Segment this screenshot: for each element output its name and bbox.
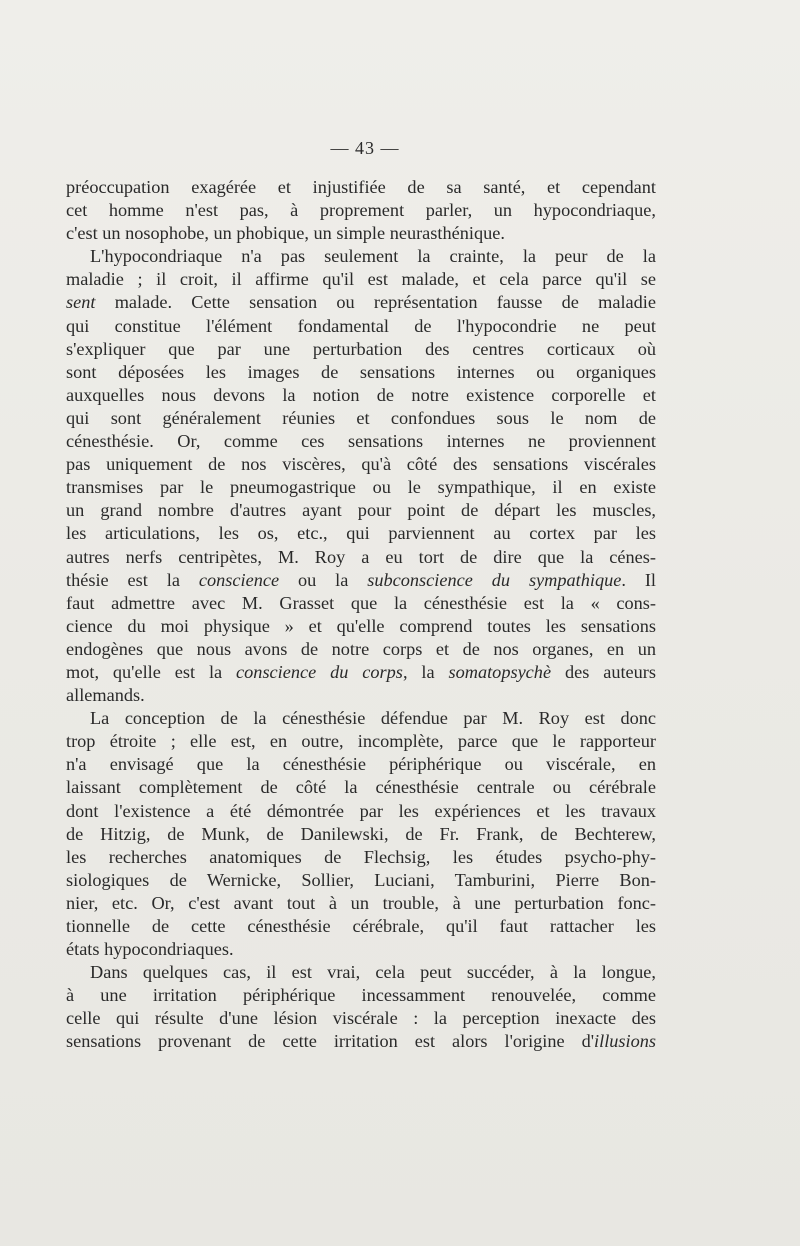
- text-line: cet homme n'est pas, à proprement parler, un hypocondriaque,: [66, 200, 656, 221]
- text-run: thésie est la: [66, 569, 199, 590]
- text-line: dont l'existence a été démontrée par les expériences et les travaux: [66, 800, 656, 821]
- italic-text: sent: [66, 292, 96, 313]
- text-line: états hypocondriaques.: [66, 939, 234, 960]
- text-line: préoccupation exagérée et injustifiée de sa santé, et cependant: [66, 177, 656, 197]
- italic-text: conscience: [198, 569, 280, 590]
- body-text: [66, 176, 656, 1054]
- text-line: maladie ; il croit, il affirme qu'il est malade, et cela parce qu'il se: [66, 269, 656, 290]
- text-line: pas uniquement de nos viscères, qu'à côté des sensations viscérales: [66, 454, 656, 475]
- text-line: tionnelle de cette cénesthésie cérébrale, qu'il faut rattacher les: [66, 916, 656, 936]
- text-line: s'expliquer que par une perturbation des centres corticaux où: [66, 338, 656, 359]
- text-line: [66, 661, 656, 684]
- text-line: cience du moi physique » et qu'elle comprend toutes les sensations: [66, 615, 656, 636]
- italic-text: somatopsychè: [448, 661, 552, 682]
- text-line: autres nerfs centripètes, M. Roy a eu tort de dire que la cénes-: [66, 546, 656, 567]
- text-line: [66, 291, 656, 314]
- text-run: , la: [402, 661, 449, 682]
- text-line: nier, etc. Or, c'est avant tout à un trouble, à une perturbation fonc-: [66, 892, 656, 913]
- text-run: mot, qu'elle est la: [66, 661, 237, 682]
- text-run: des auteurs: [551, 661, 656, 682]
- text-run: sensations provenant de cette irritation est alors l'origine d': [66, 1031, 595, 1052]
- italic-text: illusions: [594, 1031, 656, 1052]
- page-number: — 43 —: [330, 138, 400, 158]
- text-line: c'est un nosophobe, un phobique, un simple neurasthénique.: [66, 223, 505, 244]
- text-line: qui constitue l'élément fondamental de l'hypocondrie ne peut: [66, 315, 656, 336]
- text-line: cénesthésie. Or, comme ces sensations internes ne proviennent: [66, 431, 656, 452]
- text-line: [66, 1030, 656, 1053]
- text-line: faut admettre avec M. Grasset que la cénesthésie est la « cons-: [66, 592, 656, 613]
- text-line: trop étroite ; elle est, en outre, incomplète, parce que le rapporteur: [66, 731, 656, 752]
- text-line: siologiques de Wernicke, Sollier, Luciani, Tamburini, Pierre Bon-: [66, 869, 656, 890]
- text-line: n'a envisagé que la cénesthésie périphérique ou viscérale, en: [66, 754, 656, 775]
- text-line: de Hitzig, de Munk, de Danilewski, de Fr. Frank, de Bechterew,: [66, 823, 656, 844]
- text-line: Dans quelques cas, il est vrai, cela peut succéder, à la longue,: [90, 962, 656, 983]
- italic-text: subconscience du sympathique: [367, 569, 622, 590]
- text-line: les articulations, les os, etc., qui parviennent au cortex par les: [66, 523, 656, 544]
- text-line: qui sont généralement réunies et confondues sous le nom de: [66, 407, 656, 428]
- text-line: auxquelles nous devons la notion de notre existence corporelle et: [66, 384, 656, 405]
- text-line: allemands.: [66, 685, 145, 706]
- text-run: ou la: [279, 569, 368, 590]
- text-line: [66, 569, 656, 592]
- text-line: à une irritation périphérique incessamment renouvelée, comme: [66, 985, 656, 1006]
- text-run: . Il: [621, 569, 656, 590]
- text-line: endogènes que nous avons de notre corps et de nos organes, en un: [66, 638, 656, 659]
- text-run: malade. Cette sensation ou représentation fausse de maladie: [95, 292, 656, 313]
- text-line: celle qui résulte d'une lésion viscérale : la perception inexacte des: [66, 1008, 656, 1029]
- text-line: La conception de la cénesthésie défendue par M. Roy est donc: [90, 708, 656, 729]
- text-line: laissant complètement de côté la cénesthésie centrale ou cérébrale: [66, 777, 656, 798]
- text-line: L'hypocondriaque n'a pas seulement la crainte, la peur de la: [90, 246, 656, 267]
- text-line: transmises par le pneumogastrique ou le sympathique, il en existe: [66, 477, 656, 498]
- text-line: les recherches anatomiques de Flechsig, les études psycho-phy-: [66, 846, 656, 867]
- italic-text: conscience du corps: [236, 661, 403, 682]
- text-line: sont déposées les images de sensations internes ou organiques: [66, 361, 656, 382]
- text-line: un grand nombre d'autres ayant pour point de départ les muscles,: [66, 500, 656, 521]
